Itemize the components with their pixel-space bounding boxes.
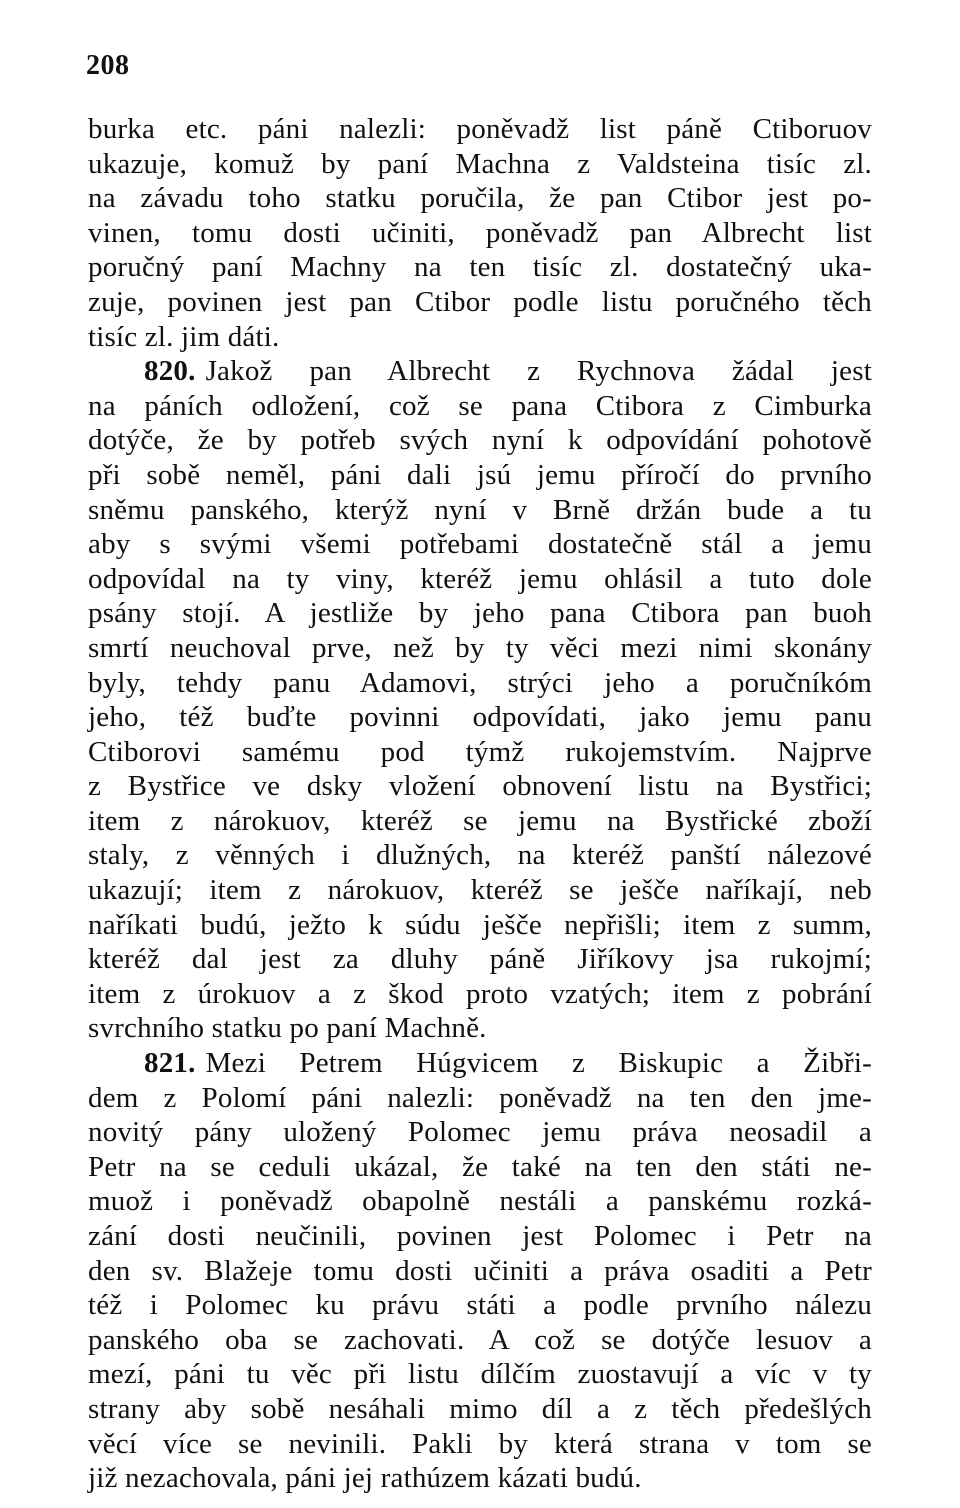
line-text: ukazuje, komuž by paní Machna z Valdsteina tisíc zl. (88, 147, 872, 180)
text-line (88, 1011, 872, 1046)
text-line (88, 1254, 872, 1289)
text-line (88, 181, 872, 216)
text-line (88, 1461, 872, 1496)
line-text: Jakož pan Albrecht z Rychnova žádal jest (205, 355, 872, 388)
line-text: strany aby sobě nesáhali mimo díl a z těch předešlých (88, 1392, 872, 1425)
line-text: panského oba se zachovati. A což se dotýče lesuov a (88, 1323, 872, 1356)
text-line (88, 216, 872, 251)
line-text: věcí více se nevinili. Pakli by která strana v tom se (88, 1427, 872, 1460)
text-line (88, 250, 872, 285)
text-line (88, 1150, 872, 1185)
body-text (88, 112, 872, 1496)
line-text: naříkati budú, ježto k súdu ješče nepřišli; item z summ, (88, 908, 872, 941)
text-line (88, 666, 872, 701)
section-start-line (88, 354, 872, 389)
text-line (88, 147, 872, 182)
line-text: burka etc. páni nalezli: poněvadž list páně Ctiboruov (88, 113, 872, 145)
line-text: kteréž dal jest za dluhy páně Jiříkovy jsa rukojmí; (88, 943, 872, 976)
line-text: sněmu panského, kterýž nyní v Brně držán bude a tu (88, 493, 872, 526)
section-number: 820. (144, 355, 196, 388)
text-line (88, 977, 872, 1012)
text-line (88, 1357, 872, 1392)
line-text: na závadu toho statku poručila, že pan Ctibor jest po- (88, 182, 872, 215)
text-line (88, 1392, 872, 1427)
text-line (88, 735, 872, 770)
line-text: aby s svými všemi potřebami dostatečně stál a jemu (88, 528, 872, 561)
line-text: staly, z věnných i dlužných, na kteréž panští nálezové (88, 839, 872, 872)
line-text: odpovídal na ty viny, kteréž jemu ohlásil a tuto dole (88, 562, 872, 595)
text-line (88, 1219, 872, 1254)
line-text: poručný paní Machny na ten tisíc zl. dostatečný uka- (88, 251, 872, 284)
text-line (88, 112, 872, 147)
text-line (88, 458, 872, 493)
section-start-line (88, 1046, 872, 1081)
line-text: při sobě neměl, páni dali jsú jemu příročí do prvního (88, 458, 872, 491)
text-line (88, 1081, 872, 1116)
line-text: muož i poněvadž obapolně nestáli a panskému rozká- (88, 1185, 872, 1218)
line-text: Petr na se ceduli ukázal, že také na ten den státi ne- (88, 1150, 872, 1183)
text-line (88, 389, 872, 424)
line-text: na páních odložení, což se pana Ctibora z Cimburka (88, 389, 872, 422)
line-text: zuje, povinen jest pan Ctibor podle listu poručného těch (88, 285, 872, 318)
page-number: 208 (86, 50, 130, 81)
line-text: vinen, tomu dosti učiniti, poněvadž pan Albrecht list (88, 216, 872, 249)
text-line (88, 873, 872, 908)
text-line (88, 1323, 872, 1358)
text-line (88, 562, 872, 597)
text-line (88, 320, 872, 355)
line-text: psány stojí. A jestliže by jeho pana Ctibora pan buoh (88, 597, 872, 630)
text-line (88, 527, 872, 562)
text-line (88, 493, 872, 528)
text-line (88, 908, 872, 943)
line-text: svrchního statku po paní Machně. (88, 1012, 487, 1045)
text-line (88, 596, 872, 631)
line-text: ukazují; item z nárokuov, kteréž se ješče naříkají, neb (88, 874, 872, 907)
text-line (88, 1427, 872, 1462)
text-line (88, 1115, 872, 1150)
line-text: Mezi Petrem Húgvicem z Biskupic a Žibři- (205, 1047, 872, 1080)
text-line (88, 838, 872, 873)
line-text: mezí, páni tu věc při listu dílčím zuostavují a víc v ty (88, 1358, 872, 1391)
line-text: item z úrokuov a z škod proto vzatých; item z pobrání (88, 977, 872, 1010)
line-text: Ctiborovi samému pod týmž rukojemstvím. Najprve (88, 735, 872, 768)
text-line (88, 1288, 872, 1323)
text-line (88, 804, 872, 839)
text-line (88, 423, 872, 458)
text-line (88, 942, 872, 977)
line-text: zání dosti neučinili, povinen jest Polomec i Petr na (88, 1220, 872, 1252)
text-line (88, 700, 872, 735)
text-line (88, 1184, 872, 1219)
line-text: z Bystřice ve dsky vložení obnovení listu na Bystřici; (88, 770, 872, 803)
line-text: dotýče, že by potřeb svých nyní k odpovídání pohotově (88, 424, 872, 457)
line-text: tisíc zl. jim dáti. (88, 320, 280, 353)
line-text: již nezachovala, páni jej rathúzem kázati budú. (88, 1462, 642, 1495)
section-number: 821. (144, 1047, 196, 1080)
line-text: smrtí neuchoval prve, než by ty věci mezi nimi skonány (88, 631, 872, 664)
text-line (88, 631, 872, 666)
line-text: dem z Polomí páni nalezli: poněvadž na ten den jme- (88, 1081, 872, 1114)
line-text: též i Polomec ku právu státi a podle prvního nálezu (88, 1289, 872, 1322)
line-text: item z nárokuov, kteréž se jemu na Bystřické zboží (88, 804, 872, 837)
line-text: novitý pány uložený Polomec jemu práva neosadil a (88, 1116, 872, 1149)
text-line (88, 769, 872, 804)
line-text: den sv. Blažeje tomu dosti učiniti a práva osaditi a Petr (88, 1254, 872, 1287)
text-line (88, 285, 872, 320)
line-text: byly, tehdy panu Adamovi, strýci jeho a poručníkóm (88, 666, 872, 699)
line-text: jeho, též buďte povinni odpovídati, jako jemu panu (88, 701, 872, 734)
